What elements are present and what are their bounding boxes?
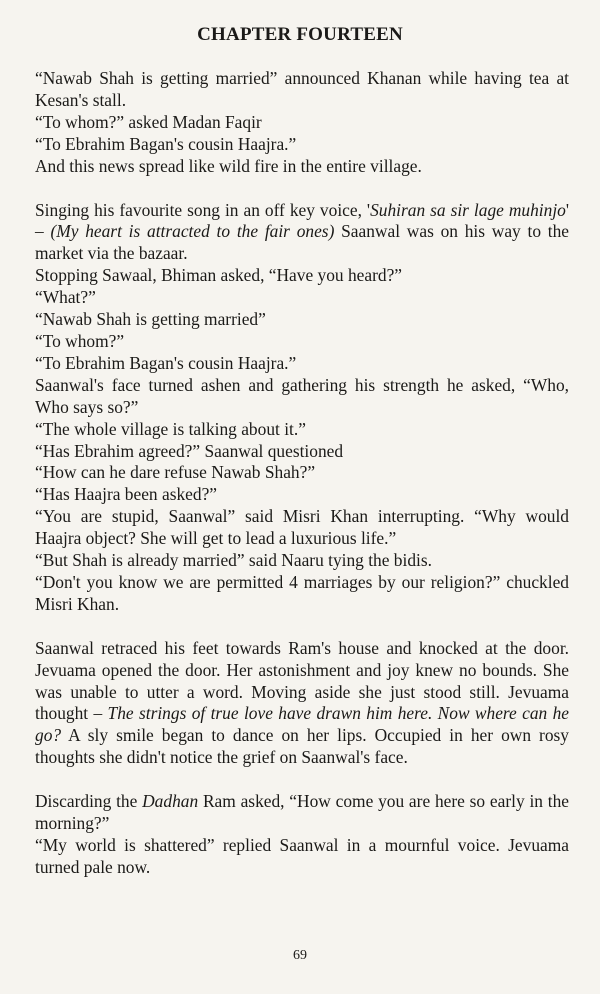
text-line: Stopping Sawaal, Bhiman asked, “Have you heard?” — [35, 265, 403, 286]
text-run: Singing his favourite song in an off key voice, ' — [35, 199, 371, 220]
text-line — [35, 638, 569, 769]
text-line: “Nawab Shah is getting married” — [35, 309, 266, 330]
text-line: “Nawab Shah is getting married” announced Khanan while having tea at Kesan's stall. — [35, 68, 569, 110]
text-run: ' – — [35, 199, 569, 242]
text-line: “How can he dare refuse Nawab Shah?” — [35, 462, 316, 483]
text-line — [35, 791, 569, 835]
text-line: “Has Haajra been asked?” — [35, 484, 218, 505]
text-line: “Don't you know we are permitted 4 marriages by our religion?” chuckled Misri Khan. — [35, 571, 569, 614]
paragraph-gap — [35, 769, 569, 791]
text-line: “Has Ebrahim agreed?” Saanwal questioned — [35, 440, 344, 461]
chapter-body — [35, 68, 569, 879]
text-line — [35, 200, 569, 266]
chapter-title: CHAPTER FOURTEEN — [197, 24, 403, 45]
italic-run: Suhiran sa sir lage muhinjo — [370, 199, 566, 220]
text-run: A sly smile began to dance on her lips. Occupied in her own rosy thoughts she didn't notice the grief on Saanwal's face. — [35, 725, 569, 768]
text-line: “To whom?” — [35, 330, 125, 351]
italic-run: The strings of true love have drawn him here. Now where can he go? — [35, 703, 569, 746]
paragraph-gap — [35, 178, 569, 200]
text-line: And this news spread like wild fire in the entire village. — [35, 155, 422, 176]
italic-run: Dadhan — [142, 791, 199, 812]
text-run: Saanwal retraced his feet towards Ram's house and knocked at the door. Jevuama opened the door. Her astonishment and joy knew no bounds. She was unable to utter a word. Moving aside she just stood still. Jevuama thought – — [35, 637, 569, 724]
text-line: “The whole village is talking about it.” — [35, 418, 306, 439]
text-line: “To Ebrahim Bagan's cousin Haajra.” — [35, 352, 297, 373]
text-line: “You are stupid, Saanwal” said Misri Khan interrupting. “Why would Haajra object? She will get to lead a luxurious life.” — [35, 506, 569, 549]
page-number: 69 — [293, 948, 307, 963]
text-run: Saanwal was on his way to the market via the bazaar. — [35, 221, 570, 264]
text-line: “To Ebrahim Bagan's cousin Haajra.” — [35, 133, 297, 154]
text-run: Discarding the — [35, 791, 143, 812]
text-line: “What?” — [35, 287, 96, 308]
text-line: “But Shah is already married” said Naaru tying the bidis. — [35, 550, 432, 571]
text-line: “To whom?” asked Madan Faqir — [35, 111, 262, 132]
italic-run: (My heart is attracted to the fair ones) — [50, 221, 335, 242]
text-line: “My world is shattered” replied Saanwal in a mournful voice. Jevuama turned pale now. — [35, 835, 569, 877]
text-line: Saanwal's face turned ashen and gathering his strength he asked, “Who, Who says so?” — [35, 374, 569, 417]
paragraph-gap — [35, 616, 569, 638]
text-run: Ram asked, “How come you are here so early in the morning?” — [35, 791, 569, 834]
